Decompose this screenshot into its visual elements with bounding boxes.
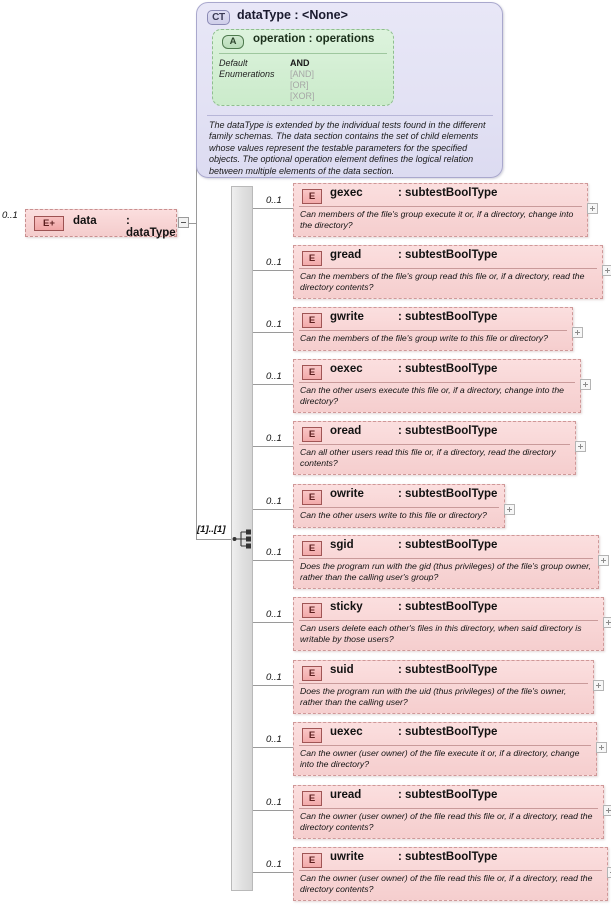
attribute-default-value: AND — [290, 58, 310, 68]
attribute-enumerations-label: Enumerations — [219, 69, 275, 79]
element-box-gread[interactable] — [293, 245, 603, 299]
connector-to-element — [253, 872, 293, 873]
element-divider — [299, 507, 499, 508]
element-box-oexec[interactable] — [293, 359, 581, 413]
element-divider — [299, 330, 567, 331]
element-type: : subtestBoolType — [398, 187, 498, 199]
element-box-sticky[interactable] — [293, 597, 604, 651]
element-plus-expander[interactable] — [602, 265, 611, 276]
attribute-title: operation : operations — [253, 33, 375, 45]
sequence-cardinality: [1]..[1] — [197, 524, 226, 535]
element-name: uexec — [330, 726, 363, 738]
connector-to-element — [253, 270, 293, 271]
element-documentation: Can the other users execute this file or, if a directory, change into the directory? — [300, 385, 564, 406]
element-cardinality: 0..1 — [266, 319, 282, 330]
element-icon: E — [302, 313, 322, 328]
element-box-data[interactable] — [25, 209, 177, 237]
element-documentation: Can the members of the file's group write to this file or directory? — [300, 333, 548, 343]
attribute-enum-or: [OR] — [290, 80, 309, 90]
attribute-default-label: Default — [219, 58, 248, 68]
element-documentation: Can the owner (user owner) of the file read this file or, if a directory, read the directory contents? — [300, 873, 593, 894]
element-icon: E — [302, 666, 322, 681]
element-name-data: data — [73, 215, 97, 227]
element-divider — [299, 444, 570, 445]
element-documentation: Can users delete each other's files in this directory, when said directory is writable by those users? — [300, 623, 582, 644]
connector-to-element — [253, 810, 293, 811]
complextype-box — [196, 2, 503, 178]
element-cardinality: 0..1 — [266, 433, 282, 444]
element-documentation: Can all other users read this file or, if a directory, read the directory contents? — [300, 447, 556, 468]
element-name: sgid — [330, 539, 354, 551]
element-plus-expander[interactable] — [572, 327, 583, 338]
element-icon: E — [302, 365, 322, 380]
element-divider — [299, 206, 582, 207]
element-plus-expander[interactable] — [596, 742, 607, 753]
element-cardinality: 0..1 — [266, 547, 282, 558]
complextype-documentation: The dataType is extended by the individual tests found in the different family schemas. The data section contains the set of child elements whose values represent the testable parameters for the specified objects. The optional operation element defines the logical relation between multiple elements of the data section. — [209, 120, 486, 176]
element-name: uread — [330, 789, 362, 801]
complextype-divider — [207, 115, 493, 116]
element-box-gwrite[interactable] — [293, 307, 573, 351]
element-box-uexec[interactable] — [293, 722, 597, 776]
element-plus-expander[interactable] — [598, 555, 609, 566]
element-name: gwrite — [330, 311, 364, 323]
attribute-badge: A — [222, 35, 244, 49]
attribute-divider — [219, 53, 387, 54]
element-icon: E — [302, 603, 322, 618]
complextype-badge: CT — [207, 10, 230, 25]
element-box-uwrite[interactable] — [293, 847, 608, 901]
element-name: uwrite — [330, 851, 364, 863]
element-divider — [299, 268, 597, 269]
attribute-box[interactable] — [212, 29, 394, 106]
element-type-data: : dataType — [126, 215, 176, 239]
element-divider — [299, 683, 588, 684]
connector-to-element — [253, 208, 293, 209]
data-minus-expander[interactable] — [178, 217, 189, 228]
element-type: : subtestBoolType — [398, 664, 498, 676]
element-icon: E — [302, 541, 322, 556]
element-plus-expander[interactable] — [607, 867, 611, 878]
element-plus-expander[interactable] — [603, 805, 611, 816]
element-divider — [299, 745, 591, 746]
element-documentation: Does the program run with the gid (thus privileges) of the file's group owner, rather than the calling user's group? — [300, 561, 591, 582]
connector-to-element — [253, 446, 293, 447]
element-divider — [299, 620, 598, 621]
element-type: : subtestBoolType — [398, 311, 498, 323]
connector-to-element — [253, 685, 293, 686]
element-cardinality: 0..1 — [266, 371, 282, 382]
element-plus-expander[interactable] — [580, 379, 591, 390]
connector-data-to-trunk — [189, 223, 197, 224]
attribute-enum-and: [AND] — [290, 69, 315, 79]
attribute-enum-xor: [XOR] — [290, 91, 315, 101]
element-cardinality: 0..1 — [266, 609, 282, 620]
element-documentation: Can the owner (user owner) of the file read this file or, if a directory, read the directory contents? — [300, 811, 593, 832]
element-cardinality: 0..1 — [266, 257, 282, 268]
element-icon: E — [302, 251, 322, 266]
element-icon: E — [302, 853, 322, 868]
complextype-title: dataType : <None> — [237, 8, 348, 22]
element-plus-expander[interactable] — [575, 441, 586, 452]
element-divider — [299, 808, 598, 809]
element-plus-expander[interactable] — [587, 203, 598, 214]
element-box-suid[interactable] — [293, 660, 594, 714]
connector-to-element — [253, 622, 293, 623]
element-name: gexec — [330, 187, 363, 199]
element-icon: E — [302, 728, 322, 743]
element-box-sgid[interactable] — [293, 535, 599, 589]
element-cardinality: 0..1 — [266, 496, 282, 507]
connector-to-element — [253, 509, 293, 510]
element-name: oexec — [330, 363, 363, 375]
element-type: : subtestBoolType — [398, 425, 498, 437]
element-box-owrite[interactable] — [293, 484, 505, 528]
element-divider — [299, 558, 593, 559]
element-documentation: Can the members of the file's group read this file or, if a directory, read the directory contents? — [300, 271, 585, 292]
element-type: : subtestBoolType — [398, 601, 498, 613]
connector-to-element — [253, 384, 293, 385]
element-name: oread — [330, 425, 362, 437]
element-divider — [299, 382, 575, 383]
element-name: gread — [330, 249, 362, 261]
element-type: : subtestBoolType — [398, 789, 498, 801]
element-icon: E — [302, 427, 322, 442]
data-cardinality: 0..1 — [2, 210, 18, 221]
element-box-oread[interactable] — [293, 421, 576, 475]
element-name: owrite — [330, 488, 364, 500]
element-box-gexec[interactable] — [293, 183, 588, 237]
element-documentation: Can the owner (user owner) of the file execute it or, if a directory, change into the directory? — [300, 748, 580, 769]
element-documentation: Does the program run with the uid (thus privileges) of the file's owner, rather than the calling user? — [300, 686, 567, 707]
element-type: : subtestBoolType — [398, 539, 498, 551]
connector-trunk-to-sequence — [196, 539, 234, 540]
element-cardinality: 0..1 — [266, 859, 282, 870]
element-cardinality: 0..1 — [266, 734, 282, 745]
element-cardinality: 0..1 — [266, 797, 282, 808]
element-plus-expander[interactable] — [504, 504, 515, 515]
element-divider — [299, 870, 602, 871]
connector-to-element — [253, 332, 293, 333]
element-icon: E — [302, 490, 322, 505]
element-box-uread[interactable] — [293, 785, 604, 839]
element-type: : subtestBoolType — [398, 249, 498, 261]
element-cardinality: 0..1 — [266, 195, 282, 206]
element-name: sticky — [330, 601, 363, 613]
element-type: : subtestBoolType — [398, 363, 498, 375]
element-plus-expander[interactable] — [603, 617, 611, 628]
element-cardinality: 0..1 — [266, 672, 282, 683]
sequence-node-icon[interactable] — [232, 528, 254, 550]
element-plus-icon: E+ — [34, 216, 64, 231]
element-icon: E — [302, 189, 322, 204]
element-type: : subtestBoolType — [398, 851, 498, 863]
element-plus-expander[interactable] — [593, 680, 604, 691]
element-documentation: Can members of the file's group execute it or, if a directory, change into the directory? — [300, 209, 574, 230]
connector-to-element — [253, 560, 293, 561]
connector-to-element — [253, 747, 293, 748]
element-icon: E — [302, 791, 322, 806]
element-name: suid — [330, 664, 354, 676]
element-type: : subtestBoolType — [398, 726, 498, 738]
element-documentation: Can the other users write to this file or directory? — [300, 510, 487, 520]
element-type: : subtestBoolType — [398, 488, 498, 500]
